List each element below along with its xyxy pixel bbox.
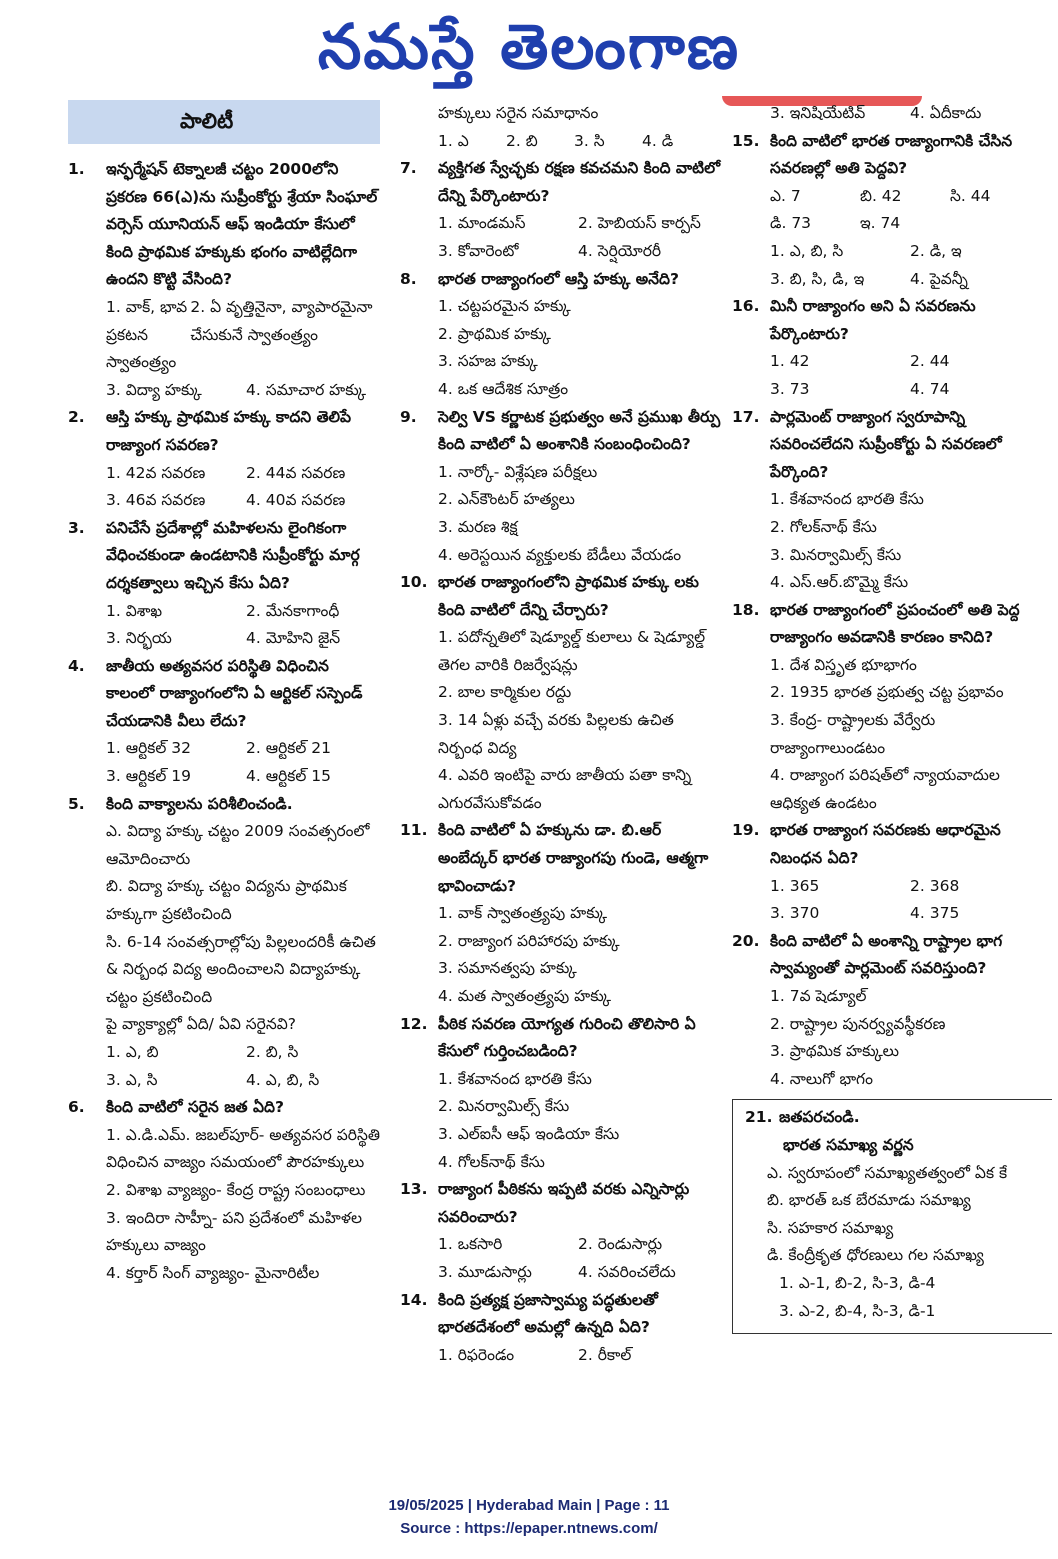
question-block	[732, 128, 1052, 294]
question-number: 13.	[400, 1180, 428, 1199]
option: 4. 375	[910, 904, 960, 923]
option: 1. 42వ సవరణ	[106, 463, 206, 482]
question-number: 6.	[68, 1098, 85, 1117]
option: 2. రెండుసార్లు	[578, 1235, 663, 1254]
question-block	[68, 156, 380, 404]
question-text: మినీ రాజ్యాంగం అని ఏ సవరణను పేర్కొంటారు?	[770, 297, 976, 343]
section-heading: పాలిటీ	[68, 100, 380, 144]
option-row	[68, 487, 380, 515]
statement: 1. వాక్ స్వాతంత్ర్యపు హక్కు	[438, 904, 607, 923]
option: 4. మోహిని జైన్	[246, 629, 341, 648]
column-2	[400, 100, 722, 1369]
question-text: జాతీయ అత్యవసర పరిస్థితి విధించిన కాలంలో రాజ్యాంగంలోని ఏ ఆర్టికల్ సస్పెండ్ చేయడానికి వీలు లేదు?	[106, 656, 363, 730]
statement: 4. ఎస్.ఆర్.బొమ్మై కేసు	[770, 573, 909, 592]
question-stem	[732, 928, 1052, 983]
option-row	[68, 598, 380, 626]
question-number: 9.	[400, 407, 417, 426]
question-number: 10.	[400, 573, 428, 592]
option-row	[732, 238, 1052, 266]
choice: డి. 73	[770, 214, 812, 233]
option: 3. బి, సి, డి, ఇ	[770, 269, 865, 288]
statement: 1. కేశవానంద భారతి కేసు	[438, 1069, 592, 1088]
option: 3. 370	[770, 904, 820, 923]
question-text: పనిచేసే ప్రదేశాల్లో మహిళలను లైంగికంగా వేధించకుండా ఉండటానికి సుప్రీంకోర్టు మార్గ దర్శకత్వాలు ఇచ్చిన కేసు ఏది?	[106, 518, 360, 592]
continued-text: హక్కులు సరైన సమాధానం	[438, 104, 599, 122]
option: 1. ఒకసారి	[438, 1235, 503, 1254]
statement: బి. విద్యా హక్కు చట్టం విద్యను ప్రాథమిక హక్కుగా ప్రకటించింది	[106, 877, 347, 924]
statement: సి. 6-14 సంవత్సరాల్లోపు పిల్లలందరికీ ఉచిత & నిర్బంధ విద్య అందించాలని విద్యాహక్కు చట్టం ప్రకటించింది	[106, 932, 376, 1006]
statement: 4. ఎవరి ఇంటిపై వారు జాతీయ పతా కాన్ని ఎగురవేసుకోవడం	[438, 766, 692, 812]
question-number: 19.	[732, 821, 760, 840]
question-text: కింది వాటిలో సరైన జత ఏది?	[106, 1098, 284, 1117]
option: 4. పైవన్నీ	[910, 269, 968, 288]
question-text: కింది వాటిలో ఏ అంశాన్ని రాష్ట్రాల భాగ స్వామ్యంతో పార్లమెంట్ సవరిస్తుంది?	[770, 931, 1003, 978]
column-1	[68, 100, 380, 1287]
question-text: వ్యక్తిగత స్వేచ్ఛకు రక్షణ కవచమని కింది వాటిలో దేన్ని పేర్కొంటారు?	[438, 159, 721, 205]
question-text: రాజ్యాంగ పీఠికను ఇప్పటి వరకు ఎన్నిసార్లు సవరించారు?	[438, 1180, 690, 1226]
option: 4. సెర్షియోరరీ	[578, 241, 662, 260]
statement: 2. రాజ్యాంగ పరిహారపు హక్కు	[438, 931, 620, 950]
question-text: కింది వాక్యాలను పరిశీలించండి.	[106, 794, 293, 813]
question-text: భారత రాజ్యాంగంలో ప్రపంచంలో అతి పెద్ద రాజ్యాంగం అవడానికి కారణం కానిది?	[770, 600, 1020, 647]
question-block	[400, 569, 722, 817]
statement: 3. సమానత్వపు హక్కు	[438, 959, 577, 978]
statement: 4. ఒక ఆదేశిక సూత్రం	[438, 379, 569, 398]
option: 4. 40వ సవరణ	[246, 491, 346, 510]
question-stem	[745, 1104, 1052, 1132]
option-row	[68, 294, 380, 377]
option: 2. బి	[506, 131, 538, 150]
option: 2. ఆర్టికల్ 21	[246, 739, 332, 758]
option: 4. ఆర్టికల్ 15	[246, 767, 332, 786]
question-block	[68, 791, 380, 1095]
choice: సి. 44	[950, 186, 991, 205]
question-block	[400, 817, 722, 1010]
question-stem	[400, 1287, 722, 1342]
statement: 2. రాష్ట్రాల పునర్వ్యవస్థీకరణ	[770, 1014, 946, 1033]
question-block	[400, 1176, 722, 1286]
option-row	[400, 1342, 722, 1370]
statement: పై వ్యాక్యాల్లో ఏది/ ఏవి సరైనవి?	[106, 1015, 296, 1034]
option: 2. 44వ సవరణ	[246, 463, 346, 482]
question-stem	[68, 156, 380, 294]
option-row	[68, 625, 380, 653]
option: 1. ఆర్టికల్ 32	[106, 739, 192, 758]
statement: 4. మత స్వాతంత్ర్యపు హక్కు	[438, 987, 612, 1005]
question-block	[400, 1011, 722, 1177]
question-text: కింది వాటిలో ఏ హక్కును డా. బి.ఆర్ అంబేద్కర్ భారత రాజ్యాంగపు గుండె, ఆత్మగా భావించాడు?	[438, 821, 709, 895]
choice: బి. 42	[860, 186, 902, 205]
option: 3. విద్యా హక్కు	[106, 380, 202, 399]
option: 1. ఎ	[438, 131, 469, 150]
statement: 1. చట్టపరమైన హక్కు	[438, 297, 571, 316]
question-stem	[400, 817, 722, 900]
statement: 2. గోలక్‌నాథ్ కేసు	[770, 517, 877, 536]
choice-row	[732, 183, 1052, 211]
column-3	[732, 100, 1052, 1334]
option: 4. సవరించలేదు	[578, 1262, 676, 1281]
statement: ఎ. విద్యా హక్కు చట్టం 2009 సంవత్సరంలో ఆమోదించారు	[106, 822, 370, 868]
option-row	[732, 900, 1052, 928]
question-21-box	[732, 1099, 1052, 1334]
option: 2. హెబియస్ కార్పస్	[578, 214, 701, 233]
question-number: 7.	[400, 159, 417, 178]
statement: 1. ఎ.డి.ఎమ్. జబల్‌పూర్- అత్యవసర పరిస్థితి విధించిన వాజ్యం సమయంలో పౌరహక్కులు	[106, 1125, 380, 1172]
question-block	[400, 266, 722, 404]
question-stem	[68, 515, 380, 598]
question-stem	[68, 404, 380, 459]
question-stem	[732, 817, 1052, 872]
masthead-logo: నమస్తే తెలంగాణ	[317, 10, 741, 83]
question-block	[400, 100, 722, 155]
question-number: 20.	[732, 931, 760, 950]
statement: 3. ప్రాథమిక హక్కులు	[770, 1042, 900, 1061]
question-block	[732, 293, 1052, 403]
statement: 1. కేశవానంద భారతి కేసు	[770, 490, 924, 509]
option: 4. ఎ, బి, సి	[246, 1070, 320, 1089]
option-row	[732, 873, 1052, 901]
statement: 1. పదోన్నతిలో షెడ్యూల్డ్ కులాలు & షెడ్యూల్డ్ తెగల వారికి రిజర్వేషన్లు	[438, 628, 706, 674]
question-stem	[68, 1094, 380, 1122]
option: 4. ఏదీకాదు	[910, 104, 982, 122]
question-stem	[400, 1176, 722, 1231]
option: 3. ఆర్టికల్ 19	[106, 767, 192, 786]
option: 3. 46వ సవరణ	[106, 491, 206, 510]
statement: 1. దేశ విస్తృత భూభాగం	[770, 655, 917, 674]
option-row	[400, 238, 722, 266]
question-block	[68, 515, 380, 653]
statement: 2. మినర్వామిల్స్ కేసు	[438, 1097, 570, 1116]
question-text: భారత రాజ్యాంగ సవరణకు ఆధారమైన నిబంధన ఏది?	[770, 821, 1001, 868]
question-stem	[732, 597, 1052, 652]
question-number: 18.	[732, 600, 760, 619]
option-row	[400, 210, 722, 238]
question-number: 15.	[732, 131, 760, 150]
option-row	[68, 1067, 380, 1095]
question-number: 17.	[732, 407, 760, 426]
choice: ఇ. 74	[860, 214, 901, 233]
question-number: 16.	[732, 297, 760, 316]
option: 4. సమాచార హక్కు	[246, 380, 367, 399]
question-number: 12.	[400, 1014, 428, 1033]
option: 3. సి	[574, 131, 605, 150]
question-number: 3.	[68, 518, 85, 537]
option: 3. 73	[770, 379, 810, 398]
statement: సి. సహకార సమాఖ్య	[767, 1218, 894, 1237]
footer-date-line: 19/05/2025 | Hyderabad Main | Page : 11	[388, 1497, 670, 1514]
statement: 4. గోలక్‌నాథ్ కేసు	[438, 1152, 545, 1171]
option-row	[68, 377, 380, 405]
option: 3. ఎ, సి	[106, 1070, 158, 1089]
question-stem	[68, 791, 380, 819]
question-text: భారత రాజ్యాంగంలో ఆస్తి హక్కు అనేది?	[438, 269, 679, 288]
statement: 4. రాజ్యాంగ పరిషత్‌లో న్యాయవాదుల ఆధిక్యత ఉండటం	[770, 766, 1000, 812]
question-block	[68, 1094, 380, 1287]
option-row	[732, 100, 1052, 128]
statement: 3. ఎల్ఐసీ ఆఫ్ ఇండియా కేసు	[438, 1124, 620, 1143]
statement: 2. ఎన్‌కౌంటర్ హత్యలు	[438, 490, 575, 509]
statement: 3. ఇందిరా సాహ్నీ- పని ప్రదేశంలో మహిళల హక్కులు వాజ్యం	[106, 1208, 362, 1255]
question-block	[400, 404, 722, 570]
question-text: కింది ప్రత్యక్ష ప్రజాస్వామ్య పద్ధతులతో భారతదేశంలో అమల్లో ఉన్నది ఏది?	[438, 1290, 658, 1337]
question-stem	[68, 653, 380, 736]
option: 2. 368	[910, 876, 960, 895]
statement: 3. సహజ హక్కు	[438, 352, 538, 371]
option-row	[68, 735, 380, 763]
option: 1. మాండమస్	[438, 214, 526, 233]
option-row	[68, 1039, 380, 1067]
statement: 3. మరణ శిక్ష	[438, 517, 518, 536]
option: 3. మూడుసార్లు	[438, 1262, 532, 1281]
option: 2. మేనకాగాంధీ	[246, 601, 340, 620]
question-stem	[400, 266, 722, 294]
question-number: 8.	[400, 269, 417, 288]
option: 2. ఏ వృత్తినైనా, వ్యాపారమైనా చేసుకునే స్వాతంత్ర్యం	[190, 297, 373, 344]
option: 1. విశాఖ	[106, 601, 163, 620]
statement: 2. బాల కార్మికుల రద్దు	[438, 683, 572, 702]
option: 4. డి	[642, 131, 674, 150]
question-block	[732, 404, 1052, 597]
statement: 3. కేంద్ర- రాష్ట్రాలకు వేర్వేరు రాజ్యాంగాలుండటం	[770, 711, 936, 757]
question-text: భారత రాజ్యాంగంలోని ప్రాథమిక హక్కు లకు కింది వాటిలో దేన్ని చేర్చారు?	[438, 573, 699, 619]
question-text: కింది వాటిలో భారత రాజ్యాంగానికి చేసిన సవరణల్లో అతి పెద్దవి?	[770, 131, 1013, 178]
statement: 2. 1935 భారత ప్రభుత్వ చట్ట ప్రభావం	[770, 683, 1004, 702]
question-number: 2.	[68, 408, 85, 427]
option-row	[732, 348, 1052, 376]
statement: డి. కేంద్రీకృత ధోరణులు గల సమాఖ్య	[767, 1246, 984, 1265]
option: 2. బి, సి	[246, 1043, 299, 1061]
footer-source-link[interactable]: Source : https://epaper.ntnews.com/	[400, 1520, 658, 1537]
statement: 4. అరెస్టయిన వ్యక్తులకు బేడీలు వేయడం	[438, 545, 682, 564]
question-stem	[400, 155, 722, 210]
question-block	[68, 404, 380, 514]
option-row	[68, 763, 380, 791]
option: 1. 42	[770, 352, 810, 371]
question-block	[732, 597, 1052, 818]
question-stem	[400, 569, 722, 624]
option-row	[400, 1259, 722, 1287]
question-number: 1.	[68, 160, 85, 178]
question-number: 14.	[400, 1290, 428, 1309]
sub-heading: భారత సమాఖ్య వర్ణన	[783, 1135, 914, 1154]
question-text: ఆస్తి హక్కు ప్రాథమిక హక్కు కాదని తెలిపే రాజ్యాంగ సవరణ?	[106, 408, 352, 454]
question-number: 11.	[400, 821, 428, 840]
statement: బి. భారత్ ఒక బేరమాడు సమాఖ్య	[767, 1191, 971, 1210]
option: 2. రీకాల్	[578, 1345, 632, 1364]
statement: 3. 14 ఏళ్లు వచ్చే వరకు పిల్లలకు ఉచిత నిర్బంధ విద్య	[438, 711, 674, 757]
statement: 1. 7వ షెడ్యూల్	[770, 987, 867, 1005]
question-stem	[732, 293, 1052, 348]
statement: 4. నాలుగో భాగం	[770, 1069, 873, 1088]
option: 1. ఎ-1, బి-2, సి-3, డి-4	[779, 1273, 936, 1292]
question-block	[732, 928, 1052, 1094]
option: 1. 365	[770, 876, 820, 895]
question-number: 4.	[68, 656, 85, 675]
question-number: 5.	[68, 794, 85, 813]
question-text: సెల్వి VS కర్ణాటక ప్రభుత్వం అనే ప్రముఖ తీర్పు కింది వాటిలో ఏ అంశానికి సంబంధించింది?	[438, 407, 721, 454]
masthead	[0, 4, 1058, 90]
question-block	[68, 653, 380, 791]
option-row	[68, 460, 380, 488]
option-row	[400, 128, 722, 156]
statement: 4. కర్తార్ సింగ్ వ్యాజ్యం- మైనారిటీల	[106, 1263, 320, 1282]
question-text: పీఠిక సవరణ యోగ్యత గురించి తొలిసారి ఏ కేసులో గుర్తించబడింది?	[438, 1014, 696, 1061]
question-block	[400, 155, 722, 265]
option: 2. 44	[910, 352, 950, 371]
choice-row	[732, 210, 1052, 238]
question-text: ఇన్ఫర్మేషన్ టెక్నాలజీ చట్టం 2000లోని ప్రకరణ 66(ఎ)ను సుప్రీంకోర్టు శ్రేయా సింఘాల్ వర్సెస్ యూనియన్ ఆఫ్ ఇండియా కేసులో కింది ప్రాథమిక హక్కుకు భంగం వాటిల్లేదిగా ఉందని కొట్టి వేసింది?	[106, 160, 378, 289]
option: 2. డి, ఇ	[910, 241, 962, 260]
question-block	[732, 100, 1052, 128]
statement: 1. నార్కో- విశ్లేషణ పరీక్షలు	[438, 462, 598, 481]
statement: 3. మినర్వామిల్స్ కేసు	[770, 545, 902, 564]
option: 1. రిఫరెండం	[438, 1345, 515, 1364]
statement: 2. విశాఖ వ్యాజ్యం- కేంద్ర రాష్ట్ర సంబంధాలు	[106, 1180, 366, 1199]
option: 3. ఎ-2, బి-4, సి-3, డి-1	[779, 1301, 936, 1320]
option: 1. ఎ, బి, సి	[770, 241, 844, 260]
question-block	[400, 1287, 722, 1370]
question-stem	[732, 128, 1052, 183]
option: 4. 74	[910, 379, 950, 398]
question-text: జతపరచండి.	[779, 1108, 860, 1127]
question-text: పార్లమెంట్ రాజ్యాంగ స్వరూపాన్ని సవరించలేదని సుప్రీంకోర్టు ఏ సవరణలో పేర్కొంది?	[770, 407, 1002, 481]
option-row	[400, 1231, 722, 1259]
option: 3. ఇనిషియేటివ్	[770, 104, 866, 122]
choice: ఎ. 7	[770, 186, 801, 205]
statement: ఎ. స్వరూపంలో సమాఖ్యతత్వంలో ఏక కే	[767, 1163, 1008, 1182]
option: 3. కోవారెంటో	[438, 241, 519, 260]
option-row	[732, 266, 1052, 294]
option-row	[732, 376, 1052, 404]
question-stem	[732, 404, 1052, 487]
option: 1. వాక్, భావ ప్రకటన స్వాతంత్ర్యం	[106, 297, 188, 372]
option: 3. నిర్భయ	[106, 629, 172, 648]
statement: 2. ప్రాథమిక హక్కు	[438, 324, 551, 343]
question-stem	[400, 404, 722, 459]
option: 1. ఎ, బి	[106, 1043, 159, 1061]
question-number: 21.	[745, 1108, 773, 1127]
question-block	[732, 817, 1052, 927]
question-stem	[400, 1011, 722, 1066]
